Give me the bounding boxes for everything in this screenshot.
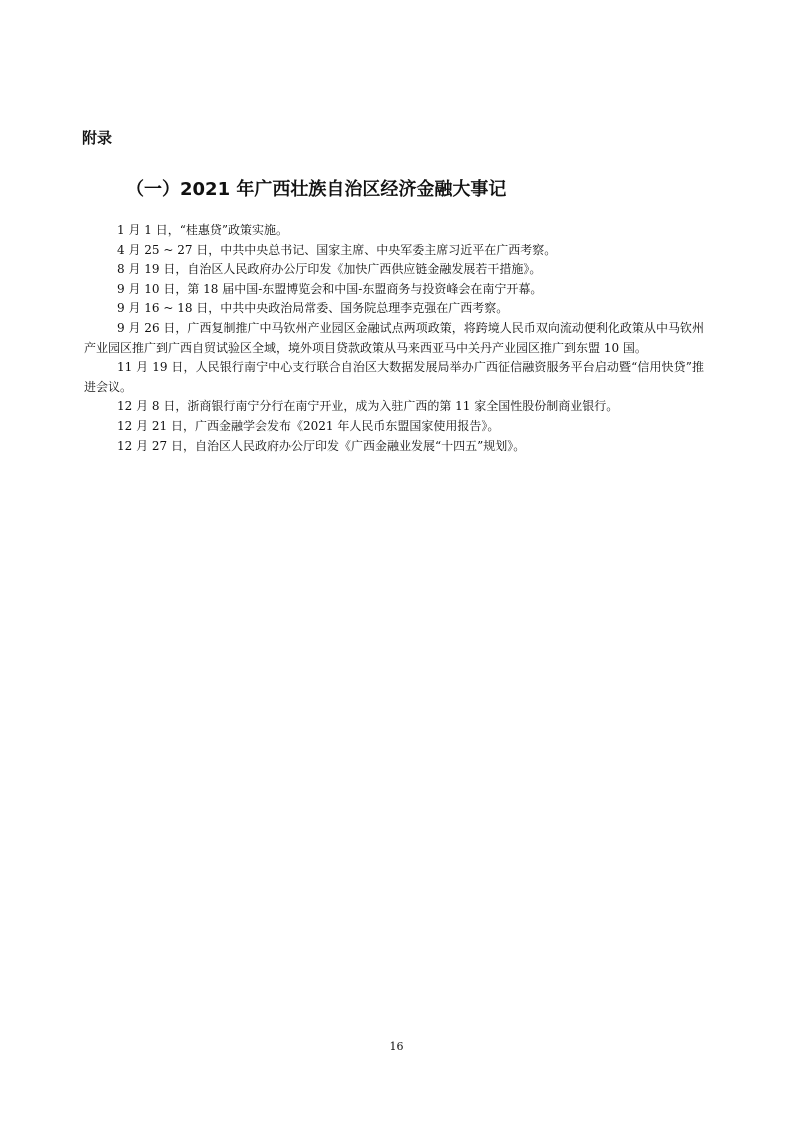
- page-number: 16: [389, 1040, 404, 1053]
- event-item: 11 月 19 日，人民银行南宁中心支行联合自治区大数据发展局举办广西征信融资服务平台启动暨“信用快贷”推进会议。: [84, 360, 704, 394]
- section-title: （一）2021 年广西壮族自治区经济金融大事记: [126, 179, 507, 200]
- event-item: 9 月 10 日，第 18 届中国-东盟博览会和中国-东盟商务与投资峰会在南宁开幕。: [117, 281, 543, 296]
- event-item: 9 月 26 日，广西复制推广中马钦州产业园区金融试点两项政策，将跨境人民币双向流动便利化政策从中马钦州产业园区推广到广西自贸试验区全域，境外项目贷款政策从马来西亚马中关丹产业园区推广到东盟 10 国。: [84, 320, 704, 355]
- event-item: 9 月 16 ~ 18 日，中共中央政治局常委、国务院总理李克强在广西考察。: [117, 301, 509, 316]
- appendix-label: 附录: [82, 129, 113, 147]
- event-item: 12 月 8 日，浙商银行南宁分行在南宁开业，成为入驻广西的第 11 家全国性股份制商业银行。: [117, 399, 619, 414]
- event-item: 1 月 1 日，“桂惠贷”政策实施。: [117, 223, 288, 237]
- event-item: 4 月 25 ~ 27 日，中共中央总书记、国家主席、中央军委主席习近平在广西考察。: [117, 242, 557, 257]
- event-item: 8 月 19 日，自治区人民政府办公厅印发《加快广西供应链金融发展若干措施》。: [117, 262, 542, 277]
- event-item: 12 月 27 日，自治区人民政府办公厅印发《广西金融业发展“十四五”规划》。: [117, 438, 526, 453]
- event-list: [84, 221, 704, 456]
- event-item: 12 月 21 日，广西金融学会发布《2021 年人民币东盟国家使用报告》。: [117, 418, 500, 433]
